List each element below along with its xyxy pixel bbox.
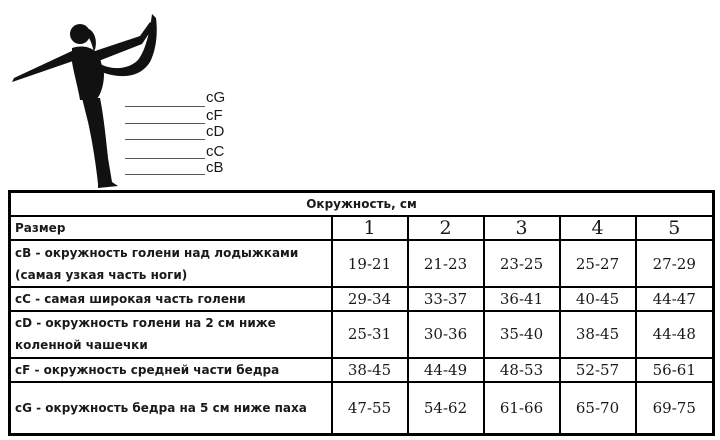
- table-cell: 27-29: [636, 240, 714, 286]
- marker-line-cb: [125, 174, 205, 175]
- size-header-1: 1: [332, 216, 408, 240]
- row-label: [10, 358, 332, 382]
- table-cell: 65-70: [560, 382, 636, 435]
- table-cell: 25-27: [560, 240, 636, 286]
- row-label-line: cG - окружность бедра на 5 см ниже паха: [15, 400, 307, 415]
- row-label-line: (самая узкая часть ноги): [15, 267, 188, 282]
- marker-line-cg: [125, 106, 205, 107]
- table-cell: 44-48: [636, 311, 714, 357]
- marker-line-cc: [125, 158, 205, 159]
- table-cell: 40-45: [560, 287, 636, 311]
- marker-label-cg: cG: [206, 89, 226, 106]
- table-cell: 56-61: [636, 358, 714, 382]
- table-cell: 33-37: [408, 287, 484, 311]
- size-header-4: 4: [560, 216, 636, 240]
- table-cell: 23-25: [484, 240, 560, 286]
- table-cell: 30-36: [408, 311, 484, 357]
- table-cell: 38-45: [332, 358, 408, 382]
- table-row: [10, 358, 714, 382]
- table-cell: 52-57: [560, 358, 636, 382]
- table-cell: 54-62: [408, 382, 484, 435]
- figure-area: [0, 0, 720, 190]
- marker-label-cc: cC: [206, 143, 225, 160]
- table-row: [10, 311, 714, 357]
- table-cell: 29-34: [332, 287, 408, 311]
- table-cell: 47-55: [332, 382, 408, 435]
- row-label: [10, 311, 332, 357]
- yoga-silhouette-illustration: [0, 0, 210, 190]
- table-caption: Окружность, см: [10, 192, 714, 217]
- row-label-line: cC - самая широкая часть голени: [15, 292, 246, 307]
- table-cell: 35-40: [484, 311, 560, 357]
- row-label-line: коленной чашечки: [15, 338, 148, 353]
- table-caption-row: [10, 192, 714, 217]
- size-header-2: 2: [408, 216, 484, 240]
- table-cell: 48-53: [484, 358, 560, 382]
- size-header-3: 3: [484, 216, 560, 240]
- table-cell: 61-66: [484, 382, 560, 435]
- size-table: [8, 190, 715, 436]
- marker-line-cd: [125, 139, 205, 140]
- table-row: [10, 382, 714, 435]
- marker-line-cf: [125, 123, 205, 124]
- marker-label-cd: cD: [206, 123, 225, 140]
- row-label-line: cF - окружность средней части бедра: [15, 362, 280, 377]
- table-cell: 44-47: [636, 287, 714, 311]
- table-row: [10, 240, 714, 286]
- table-row: [10, 287, 714, 311]
- marker-label-cb: cB: [206, 159, 224, 176]
- size-header: Размер: [10, 216, 332, 240]
- table-cell: 69-75: [636, 382, 714, 435]
- row-label: [10, 287, 332, 311]
- row-label: [10, 240, 332, 286]
- table-cell: 25-31: [332, 311, 408, 357]
- table-header-row: [10, 216, 714, 240]
- size-header-5: 5: [636, 216, 714, 240]
- row-label-line: cD - окружность голени на 2 см ниже: [15, 316, 276, 331]
- row-label-line: cB - окружность голени над лодыжками: [15, 245, 299, 260]
- marker-label-cf: cF: [206, 107, 223, 124]
- table-cell: 44-49: [408, 358, 484, 382]
- table-cell: 19-21: [332, 240, 408, 286]
- row-label: [10, 382, 332, 435]
- table-cell: 36-41: [484, 287, 560, 311]
- table-cell: 21-23: [408, 240, 484, 286]
- table-cell: 38-45: [560, 311, 636, 357]
